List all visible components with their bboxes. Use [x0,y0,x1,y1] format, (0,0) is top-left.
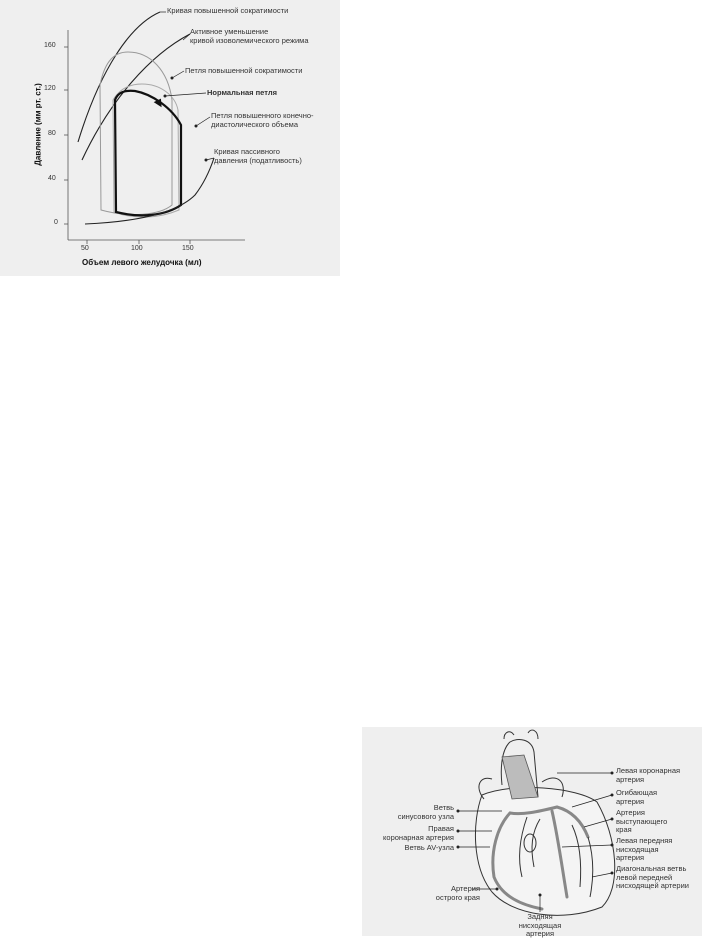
label-diagonal: Диагональная ветвь левой передней нисходящей артерии [616,864,689,890]
y-axis-title: Давление (мм рт. ст.) [33,83,43,166]
label-sinus-node: Ветвь синусового узла [397,803,454,821]
increased-edv-loop [113,84,179,217]
coronary-arteries-diagram [362,727,702,936]
label-posterior-descending: Задняя нисходящая артерия [518,912,562,938]
label-passive-pressure-curve: Кривая пассивного давления (податливость) [214,147,302,165]
label-right-coronary: Правая коронарная артерия [383,824,454,842]
label-reduced-afterload: Активное уменьшение кривой изоволемического режима [190,27,309,45]
x-axis-title: Объем левого желудочка (мл) [82,258,202,267]
label-acute-marginal: Артерия острого края [435,884,480,902]
label-increased-contractility-loop: Петля повышенной сократимости [185,66,303,75]
normal-loop [115,91,181,216]
label-obtuse-marginal: Артерия выступающего края [616,808,668,834]
label-lad: Левая передняя нисходящая артерия [616,836,673,862]
y-tick-40: 40 [48,175,56,182]
label-contractility-curve: Кривая повышенной сократимости [167,6,289,15]
contractility-curve [78,12,160,142]
x-tick-150: 150 [182,245,194,252]
y-tick-160: 160 [44,42,56,49]
pressure-volume-diagram [0,0,340,276]
label-normal-loop: Нормальная петля [207,88,277,97]
y-tick-0: 0 [54,219,58,226]
y-tick-80: 80 [48,130,56,137]
x-tick-50: 50 [81,245,89,252]
label-left-coronary: Левая коронарная артерия [616,766,681,784]
y-tick-120: 120 [44,85,56,92]
increased-contractility-loop [100,52,172,215]
label-increased-edv-loop: Петля повышенного конечно- диастолического объема [211,111,314,129]
heart-outline [475,788,614,916]
label-circumflex: Огибающая артерия [616,788,658,806]
label-av-node: Ветвь AV-узла [404,843,454,852]
x-tick-100: 100 [131,245,143,252]
